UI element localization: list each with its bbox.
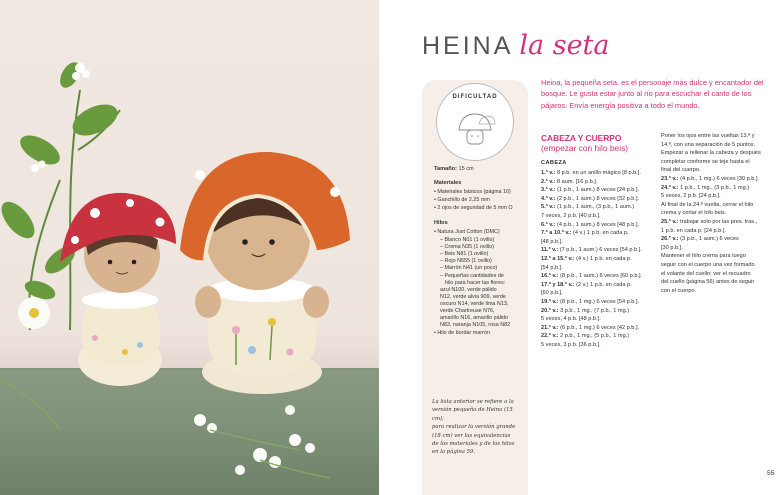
size-value: 15 cm [458,166,474,172]
instruction-line: 7 veces, 2 p.b. [40 p.b.]. [541,213,601,219]
difficulty-badge [436,83,514,161]
yarn-extra: oscuro N14, verde lima N13, [440,301,509,307]
instruction-line: 23.ª v.: (4 p.b., 1 mg.) 6 veces [30 p.b.]. [661,176,760,182]
pattern-page [379,0,784,495]
instruction-line: 5 veces, 2 p.b. [24 p.b.]. [661,193,721,200]
yarn-extra: N83, naranja N105, rosa N82 [440,322,511,328]
yarn-brand: • Natura Just Cotton (DMC) [434,229,500,235]
instruction-line: Mantener el hilo crema para luego [661,253,746,260]
yarn-color: – Beis N81 (1 ovillo) [440,251,489,257]
large-mushroom-doll [180,152,350,394]
amigurumi-photo [0,0,379,495]
title-accent: la seta [519,30,610,61]
instruction-line: 5 veces, 4 p.b. [48 p.b.]. [541,316,601,323]
mushroom-icon [437,84,513,160]
yarn-extra: N12, verde alvia 909, verde [440,294,506,300]
instruction-line: 25.ª v.: trabajar solo por las pres. tras., [661,219,758,225]
instruction-line: [54 p.b.]. [541,264,563,271]
instruction-line: 17.ª y 18.ª v.: (2 v.) 1 p.b. en cada p. [541,281,632,288]
instruction-line: final del cuerpo. [661,167,701,174]
yarn-color: – Marrón N41 (un poco) [440,265,498,271]
mushroom-dolls-illustration [0,0,379,495]
instruction-line: 20.ª v.: 3 p.b., 1 mg., (7 p.b., 1 mg.) [541,307,630,314]
instruction-line: 4.ª v.: (2 p.b., 1 aum.) 8 veces [32 p.b.]. [541,195,640,202]
yarn-extra: verde Chartreuse N76, [440,308,495,314]
size-note: La lista anterior se refiere a la versión pequeña de Heina (15 cm); para realizar la versión grande (18 cm) ver las equivalencias de los materiales y de los hilos en la página 59. [432,399,516,456]
instruction-line: seguir con el cuerpo una vez formado [661,262,755,268]
yarn-extra: amarillo N16, amarillo pálido [440,315,509,321]
materials-item: • Ganchillo de 2,25 mm [434,197,490,203]
yarn-extra: hilo para hacer las flores: [445,280,506,286]
difficulty-label: DIFICULTAD [452,94,498,100]
yarn-color: – Rojo N555 (1 ovillo) [440,258,492,264]
instruction-line: 12.ª a 15.ª v.: (4 v.) 1 p.b. en cada p. [541,256,632,262]
instruction-line: crema y cortar el hilo beis. [661,210,727,217]
instruction-line: 2.ª v.: 8 aum. [16 p.b.]. [541,178,598,185]
section-title: CABEZA Y CUERPO [541,133,622,143]
instruction-line: 14.ª, con una separación de 5 puntos. [661,141,756,148]
instruction-line: 16.ª v.: (8 p.b., 1 aum.) 6 veces [60 p.b.]. [541,273,643,280]
yarn-color: – Blanco N01 (1 ovillo) [440,237,495,243]
instruction-line: 3.ª v.: (1 p.b., 1 aum.) 8 veces [24 p.b.]. [541,187,640,194]
instruction-line: 5.ª v.: (1 p.b., 1 aum., (3 p.b., 1 aum.) [541,204,635,211]
size-label: Tamaño: [434,166,457,172]
instruction-line: 26.ª v.: (3 p.b., 1 aum.) 6 veces [661,236,739,243]
instruction-line: 24.ª v.: 1 p.b., 1 mg., (3 p.b., 1 mg.) [661,184,750,191]
page-number: 55 [767,470,775,477]
instruction-line: 21.ª v.: (6 p.b., 1 mg.) 6 veces [42 p.b.]. [541,324,640,331]
instruction-line: completar conforme se teje hasta el [661,158,750,165]
instruction-line: Al final de la 24.ª vuelta, cerrar el hilo [661,201,754,208]
page-title [422,30,610,61]
intro-text: Heina, la pequeña seta, es el personaje más dulce y encantador del bosque. Le gusta estar junto al río para escuchar el canto de los pájaros. Envía energía positiva a todo el mundo. [541,78,764,110]
instruction-line: el volante del cuello; ver el recuadro [661,270,751,277]
instruction-line: Poner los ojos entre las vueltas 13.ª y [661,133,755,139]
instruction-line: [48 p.b.]. [541,238,563,245]
size-info [434,166,474,174]
small-mushroom-doll [60,193,176,386]
instruction-line: del cuello (página 56) antes de seguir [661,279,755,286]
instruction-line: 22.ª v.: 2 p.b., 1 mg., (5 p.b., 1 mg.) [541,333,630,340]
instruction-line: 1.ª v.: 8 p.b. en un anillo mágico [8 p.b.]. [541,170,641,176]
materials-panel [422,80,528,495]
instruction-line: 11.ª v.: (7 p.b., 1 aum.) 6 veces [54 p.b.]. [541,247,642,254]
subsection-heading: CABEZA [541,160,567,166]
yarn-extra: azul N100, verde pálido [440,287,497,293]
title-main: HEINA [422,32,514,60]
materials-item: • Materiales básicos (página 10) [434,189,511,195]
instruction-line: [30 p.b.]. [661,244,683,251]
yarn-label: Hilos [434,220,448,226]
materials-item: • 2 ojos de seguridad de 5 mm O [434,205,513,211]
instruction-line: 6.ª v.: (4 p.b., 1 aum.) 8 veces [48 p.b.]. [541,221,640,228]
instruction-line: con el cuerpo. [661,287,697,294]
yarn-color: – Crema N35 (1 ovillo) [440,244,494,250]
instruction-line: 5 veces, 3 p.b. [36 p.b.]. [541,342,601,348]
instruction-line: 19.ª v.: (8 p.b., 1 mg.) 6 veces [54 p.b.]. [541,299,640,305]
instruction-line: 7.ª a 10.ª v.: (4 v.) 1 p.b. en cada p. [541,230,629,237]
section-subtitle: (empezar con hilo beis) [541,143,629,153]
instruction-line: [60 p.b.]. [541,290,563,297]
materials-label: Materiales [434,180,462,186]
instruction-line: Empezar a rellenar la cabeza y después [661,150,761,157]
yarn-extra: – Pequeñas cantidades de [440,273,504,279]
instruction-line: 1 p.b. en cada p. [24 p.b.]. [661,227,726,234]
embroidery-thread: • Hilo de bordar marrón [434,330,490,336]
